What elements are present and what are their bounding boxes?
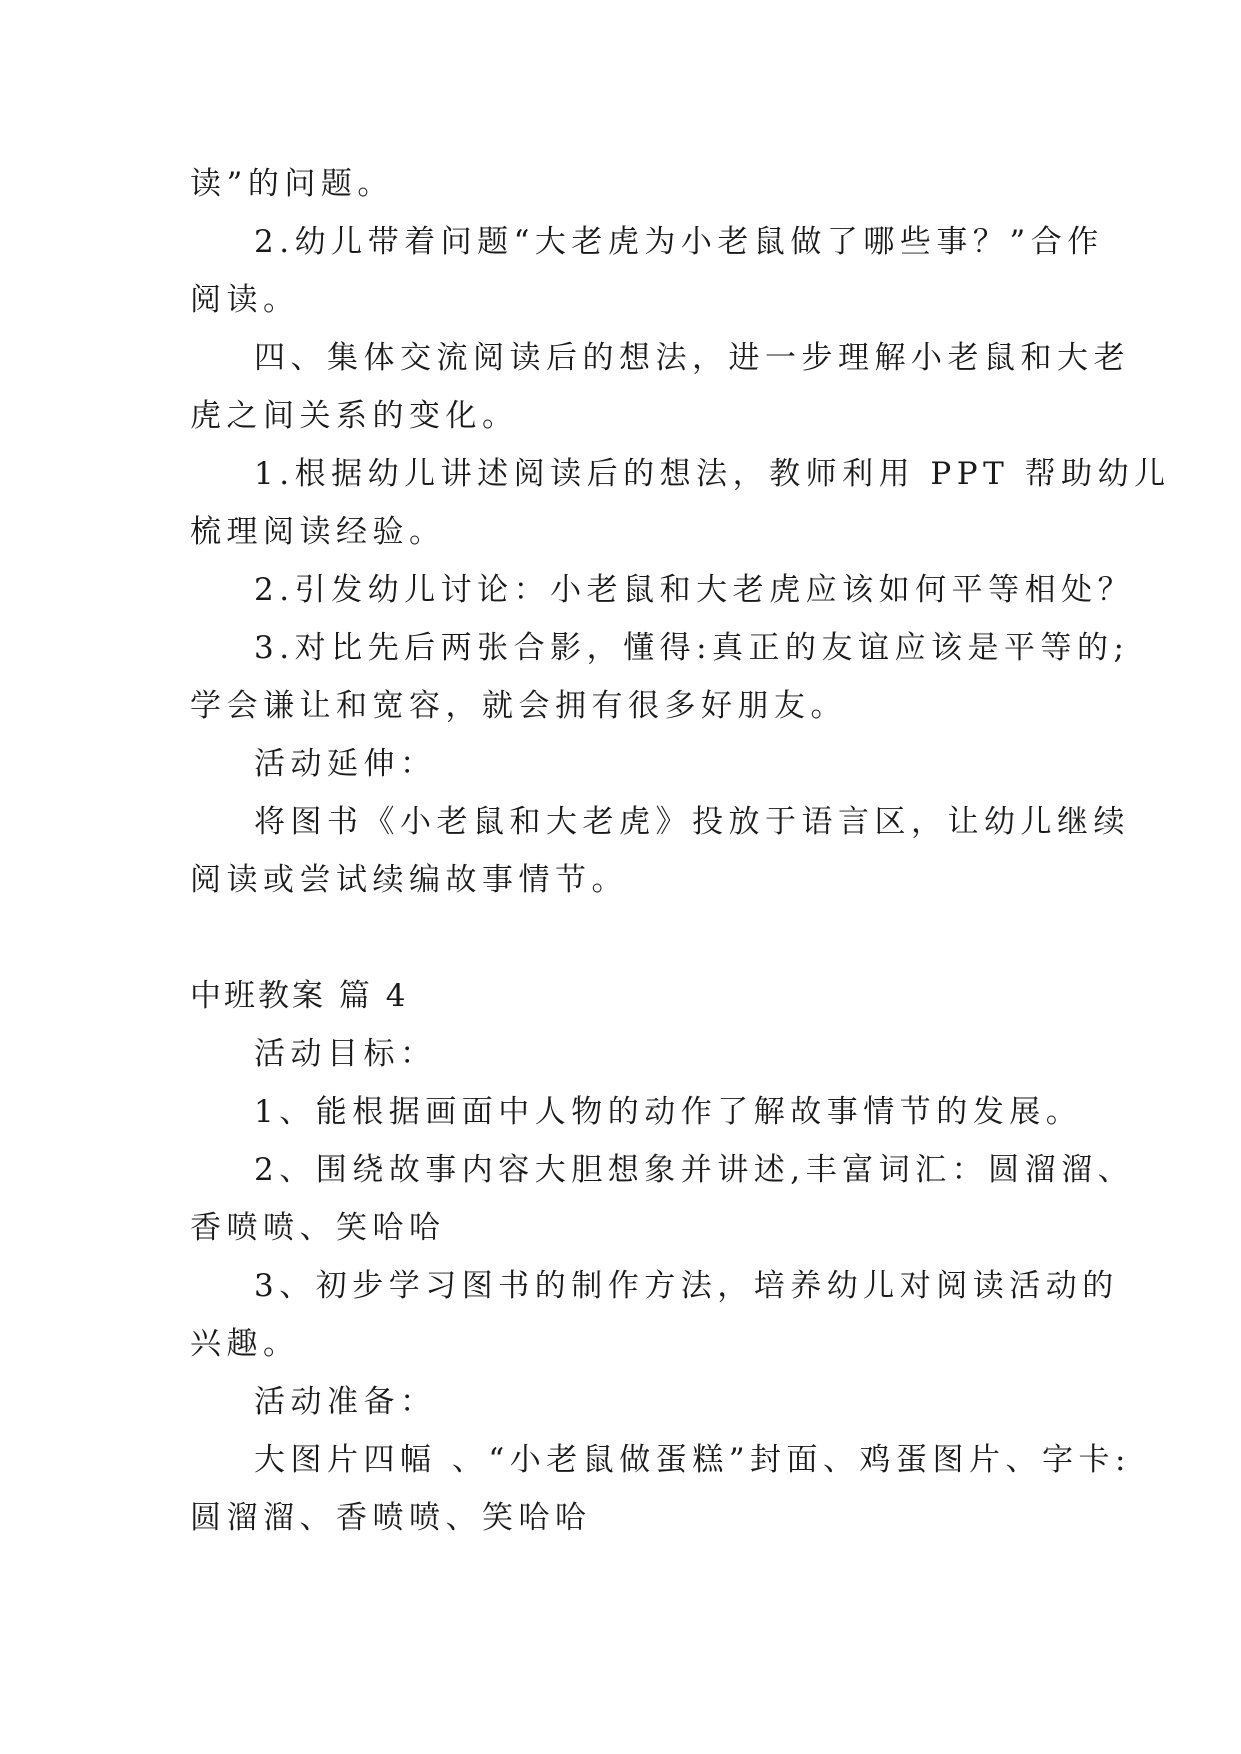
section-heading-line: 虎之间关系的变化。 xyxy=(190,398,519,434)
subheading-line: 活动延伸： xyxy=(254,746,437,782)
section-heading-line: 四、集体交流阅读后的想法，进一步理解小老鼠和大老 xyxy=(254,340,1130,376)
list-item-line: 1、能根据画面中人物的动作了解故事情节的发展。 xyxy=(254,1094,1083,1130)
paragraph-line: 读”的问题。 xyxy=(190,166,394,202)
list-item-line: 3、初步学习图书的制作方法，培养幼儿对阅读活动的 xyxy=(254,1268,1119,1304)
paragraph-line: 阅读或尝试续编故事情节。 xyxy=(190,862,628,898)
list-item-line: 2、围绕故事内容大胆想象并讲述,丰富词汇：圆溜溜、 xyxy=(254,1152,1135,1188)
paragraph-line: 2.引发幼儿讨论：小老鼠和大老虎应该如何平等相处？ xyxy=(254,572,1135,608)
paragraph-line: 3.对比先后两张合影，懂得:真正的友谊应该是平等的; xyxy=(254,630,1130,666)
paragraph-line: 学会谦让和宽容，就会拥有很多好朋友。 xyxy=(190,688,847,724)
list-item-line: 兴趣。 xyxy=(190,1326,300,1362)
subheading-line: 活动准备： xyxy=(254,1384,437,1420)
paragraph-line: 将图书《小老鼠和大老虎》投放于语言区，让幼儿继续 xyxy=(254,804,1130,840)
lesson-title: 中班教案 篇 4 xyxy=(190,978,409,1014)
paragraph-line: 阅读。 xyxy=(190,282,300,318)
paragraph-line: 梳理阅读经验。 xyxy=(190,514,446,550)
paragraph-line: 大图片四幅 、“小老鼠做蛋糕”封面、鸡蛋图片、字卡: xyxy=(254,1442,1131,1478)
paragraph-line: 2.幼儿带着问题“大老虎为小老鼠做了哪些事？”合作 xyxy=(254,224,1104,260)
paragraph-line: 圆溜溜、香喷喷、笑哈哈 xyxy=(190,1500,592,1536)
list-item-line: 香喷喷、笑哈哈 xyxy=(190,1210,446,1246)
paragraph-line: 1.根据幼儿讲述阅读后的想法，教师利用 PPT 帮助幼儿 xyxy=(254,456,1171,492)
subheading-line: 活动目标： xyxy=(254,1036,437,1072)
